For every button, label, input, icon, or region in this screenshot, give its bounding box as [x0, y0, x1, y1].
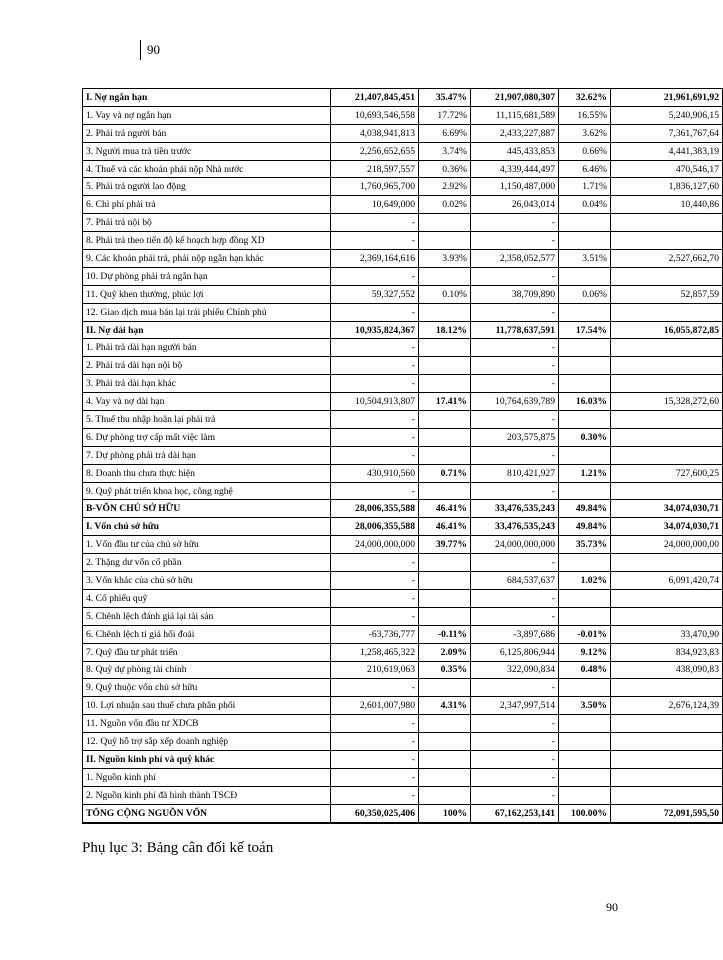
table-row: [83, 375, 723, 393]
percent-col-2: [559, 357, 611, 375]
percent-col-1: [419, 786, 471, 804]
percent-col-1: 39.77%: [419, 536, 471, 554]
value-col-3: [611, 768, 723, 786]
percent-col-1: -0.11%: [419, 625, 471, 643]
page-header-number: 90: [140, 40, 160, 60]
percent-col-2: 1.02%: [559, 572, 611, 590]
percent-col-1: 46.41%: [419, 518, 471, 536]
percent-col-2: 0.04%: [559, 196, 611, 214]
percent-col-2: 3.51%: [559, 250, 611, 268]
value-col-2: 2,433,227,887: [471, 124, 559, 142]
row-label: 7. Quỹ đầu tư phát triển: [83, 643, 331, 661]
value-col-1: 210,619,063: [331, 661, 419, 679]
table-row: [83, 715, 723, 733]
percent-col-1: [419, 339, 471, 357]
value-col-2: 2,358,052,577: [471, 250, 559, 268]
value-col-1: -: [331, 750, 419, 768]
table-row: [83, 196, 723, 214]
value-col-3: [611, 679, 723, 697]
percent-col-2: [559, 446, 611, 464]
percent-col-1: 3.93%: [419, 250, 471, 268]
row-label: 10. Dự phòng phải trả ngắn hạn: [83, 267, 331, 285]
percent-col-2: 100.00%: [559, 804, 611, 822]
table-row: [83, 89, 723, 107]
percent-col-1: 4.31%: [419, 697, 471, 715]
table-row: [83, 142, 723, 160]
value-col-3: 2,676,124,39: [611, 697, 723, 715]
table-row: [83, 804, 723, 822]
table-row: [83, 589, 723, 607]
table-row: [83, 607, 723, 625]
table-row: [83, 643, 723, 661]
row-label: 10. Lợi nhuận sau thuế chưa phân phối: [83, 697, 331, 715]
value-col-2: 6,125,806,944: [471, 643, 559, 661]
percent-col-1: [419, 303, 471, 321]
value-col-1: 430,910,560: [331, 464, 419, 482]
value-col-1: -: [331, 572, 419, 590]
row-label: 4. Cổ phiếu quỹ: [83, 589, 331, 607]
percent-col-2: [559, 375, 611, 393]
row-label: 9. Quỹ thuộc vốn chủ sở hữu: [83, 679, 331, 697]
percent-col-2: [559, 768, 611, 786]
value-col-3: 34,074,030,71: [611, 518, 723, 536]
value-col-2: -: [471, 267, 559, 285]
row-label: 6. Chênh lệch tỉ giá hối đoái: [83, 625, 331, 643]
value-col-1: 28,006,355,588: [331, 500, 419, 518]
value-col-3: [611, 733, 723, 751]
value-col-1: 2,369,164,616: [331, 250, 419, 268]
percent-col-2: [559, 750, 611, 768]
table-row: [83, 178, 723, 196]
value-col-2: -: [471, 786, 559, 804]
table-row: [83, 285, 723, 303]
percent-col-2: 9.12%: [559, 643, 611, 661]
value-col-2: -: [471, 554, 559, 572]
table-row: [83, 232, 723, 250]
row-label: 4. Vay và nợ dài hạn: [83, 393, 331, 411]
percent-col-1: 2.92%: [419, 178, 471, 196]
table-row: [83, 750, 723, 768]
value-col-2: 38,709,890: [471, 285, 559, 303]
value-col-3: [611, 375, 723, 393]
value-col-2: -: [471, 750, 559, 768]
percent-col-1: [419, 411, 471, 429]
value-col-2: 11,115,681,589: [471, 106, 559, 124]
percent-col-2: 17.54%: [559, 321, 611, 339]
value-col-2: -: [471, 715, 559, 733]
value-col-3: [611, 715, 723, 733]
value-col-3: [611, 607, 723, 625]
value-col-2: -: [471, 768, 559, 786]
value-col-1: 10,935,824,367: [331, 321, 419, 339]
percent-col-2: 0.48%: [559, 661, 611, 679]
percent-col-2: 0.06%: [559, 285, 611, 303]
percent-col-2: [559, 232, 611, 250]
percent-col-1: 17.41%: [419, 393, 471, 411]
value-col-2: -: [471, 733, 559, 751]
percent-col-2: [559, 679, 611, 697]
percent-col-2: 1.71%: [559, 178, 611, 196]
value-col-2: -: [471, 375, 559, 393]
value-col-3: [611, 214, 723, 232]
percent-col-1: 0.10%: [419, 285, 471, 303]
value-col-3: 15,328,272,60: [611, 393, 723, 411]
value-col-2: 33,476,535,243: [471, 518, 559, 536]
row-label: 7. Phải trả nội bộ: [83, 214, 331, 232]
percent-col-2: [559, 482, 611, 500]
table-row: [83, 106, 723, 124]
percent-col-1: [419, 554, 471, 572]
percent-col-1: 0.35%: [419, 661, 471, 679]
value-col-1: 1,760,965,700: [331, 178, 419, 196]
percent-col-2: 1.21%: [559, 464, 611, 482]
percent-col-1: 6.69%: [419, 124, 471, 142]
value-col-2: 810,421,927: [471, 464, 559, 482]
percent-col-2: [559, 715, 611, 733]
percent-col-2: 16.03%: [559, 393, 611, 411]
value-col-3: [611, 232, 723, 250]
row-label: 11. Nguồn vốn đầu tư XDCB: [83, 715, 331, 733]
row-label: 11. Quỹ khen thưởng, phúc lợi: [83, 285, 331, 303]
value-col-2: 684,537,637: [471, 572, 559, 590]
value-col-1: -: [331, 733, 419, 751]
value-col-1: 10,504,913,807: [331, 393, 419, 411]
row-label: I. Vốn chủ sở hữu: [83, 518, 331, 536]
value-col-1: 2,601,007,980: [331, 697, 419, 715]
value-col-2: 21,907,080,307: [471, 89, 559, 107]
percent-col-1: 18.12%: [419, 321, 471, 339]
value-col-1: 60,350,025,406: [331, 804, 419, 822]
percent-col-1: [419, 232, 471, 250]
row-label: 2. Phải trả người bán: [83, 124, 331, 142]
value-col-3: 21,961,691,92: [611, 89, 723, 107]
value-col-2: 67,162,253,141: [471, 804, 559, 822]
row-label: 3. Vốn khác của chủ sở hữu: [83, 572, 331, 590]
row-label: TỔNG CỘNG NGUỒN VỐN: [83, 804, 331, 822]
value-col-3: 34,074,030,71: [611, 500, 723, 518]
row-label: I. Nợ ngắn hạn: [83, 89, 331, 107]
table-row: [83, 554, 723, 572]
value-col-2: -: [471, 482, 559, 500]
value-col-3: 4,441,383,19: [611, 142, 723, 160]
percent-col-2: -0.01%: [559, 625, 611, 643]
percent-col-1: 2.09%: [419, 643, 471, 661]
value-col-3: [611, 339, 723, 357]
percent-col-1: 35.47%: [419, 89, 471, 107]
table-row: [83, 786, 723, 804]
row-label: 2. Nguồn kinh phí đã hình thành TSCĐ: [83, 786, 331, 804]
value-col-2: 1,150,487,000: [471, 178, 559, 196]
percent-col-2: 32.62%: [559, 89, 611, 107]
row-label: 5. Thuế thu nhập hoãn lại phải trả: [83, 411, 331, 429]
percent-col-1: [419, 589, 471, 607]
value-col-3: 727,600,25: [611, 464, 723, 482]
table-row: [83, 321, 723, 339]
page-footer-number: 90: [606, 900, 618, 914]
percent-col-1: [419, 357, 471, 375]
percent-col-2: 3.62%: [559, 124, 611, 142]
percent-col-1: 3.74%: [419, 142, 471, 160]
row-label: 3. Người mua trả tiền trước: [83, 142, 331, 160]
percent-col-2: [559, 411, 611, 429]
value-col-3: 6,091,420,74: [611, 572, 723, 590]
percent-col-2: [559, 303, 611, 321]
value-col-3: 438,090,83: [611, 661, 723, 679]
value-col-2: -3,897,686: [471, 625, 559, 643]
percent-col-2: 49.84%: [559, 500, 611, 518]
value-col-2: -: [471, 589, 559, 607]
percent-col-1: [419, 768, 471, 786]
value-col-1: 24,000,000,000: [331, 536, 419, 554]
row-label: 6. Chi phí phải trả: [83, 196, 331, 214]
value-col-3: [611, 428, 723, 446]
percent-col-1: [419, 679, 471, 697]
value-col-2: 24,000,000,000: [471, 536, 559, 554]
percent-col-1: 17.72%: [419, 106, 471, 124]
value-col-1: 4,038,941,813: [331, 124, 419, 142]
balance-sheet-table-wrapper: [82, 88, 719, 824]
value-col-1: -: [331, 768, 419, 786]
percent-col-1: 46.41%: [419, 500, 471, 518]
row-label: 8. Quỹ dự phòng tài chính: [83, 661, 331, 679]
value-col-1: 21,407,845,451: [331, 89, 419, 107]
percent-col-1: 100%: [419, 804, 471, 822]
value-col-3: 16,055,872,85: [611, 321, 723, 339]
percent-col-1: [419, 733, 471, 751]
row-label: 3. Phải trả dài hạn khác: [83, 375, 331, 393]
percent-col-2: [559, 589, 611, 607]
value-col-1: -: [331, 482, 419, 500]
table-row: [83, 267, 723, 285]
value-col-1: -: [331, 607, 419, 625]
row-label: B-VỐN CHỦ SỞ HỮU: [83, 500, 331, 518]
value-col-1: -: [331, 303, 419, 321]
value-col-2: -: [471, 232, 559, 250]
value-col-1: 59,327,552: [331, 285, 419, 303]
value-col-2: 445,433,853: [471, 142, 559, 160]
value-col-3: [611, 411, 723, 429]
value-col-3: 72,091,595,50: [611, 804, 723, 822]
table-row: [83, 768, 723, 786]
table-row: [83, 536, 723, 554]
value-col-3: 24,000,000,00: [611, 536, 723, 554]
percent-col-2: [559, 267, 611, 285]
value-col-1: 1,258,465,322: [331, 643, 419, 661]
percent-col-2: 49.84%: [559, 518, 611, 536]
row-label: 9. Các khoản phải trả, phải nộp ngắn hạn khác: [83, 250, 331, 268]
table-row: [83, 661, 723, 679]
row-label: 2. Phải trả dài hạn nội bộ: [83, 357, 331, 375]
table-row: [83, 411, 723, 429]
percent-col-2: 0.66%: [559, 142, 611, 160]
percent-col-1: [419, 428, 471, 446]
row-label: 12. Quỹ hỗ trợ sắp xếp doanh nghiệp: [83, 733, 331, 751]
row-label: 1. Nguồn kinh phí: [83, 768, 331, 786]
table-row: [83, 428, 723, 446]
percent-col-1: [419, 446, 471, 464]
value-col-1: -: [331, 214, 419, 232]
value-col-2: 26,043,014: [471, 196, 559, 214]
table-row: [83, 625, 723, 643]
table-row: [83, 733, 723, 751]
percent-col-2: [559, 339, 611, 357]
value-col-2: 11,778,637,591: [471, 321, 559, 339]
row-label: 5. Phải trả người lao động: [83, 178, 331, 196]
table-row: [83, 357, 723, 375]
row-label: 8. Doanh thu chưa thực hiện: [83, 464, 331, 482]
table-row: [83, 124, 723, 142]
value-col-2: 2,347,997,514: [471, 697, 559, 715]
value-col-1: -: [331, 267, 419, 285]
table-row: [83, 464, 723, 482]
percent-col-1: [419, 572, 471, 590]
value-col-3: [611, 482, 723, 500]
value-col-1: -: [331, 339, 419, 357]
value-col-2: 10,764,639,789: [471, 393, 559, 411]
table-row: [83, 446, 723, 464]
value-col-2: -: [471, 679, 559, 697]
row-label: 1. Vay và nợ ngắn hạn: [83, 106, 331, 124]
value-col-1: -: [331, 232, 419, 250]
row-label: 4. Thuế và các khoản phải nộp Nhà nước: [83, 160, 331, 178]
table-row: [83, 697, 723, 715]
value-col-2: 203,575,875: [471, 428, 559, 446]
value-col-2: -: [471, 339, 559, 357]
percent-col-1: [419, 482, 471, 500]
percent-col-1: [419, 214, 471, 232]
value-col-2: -: [471, 446, 559, 464]
appendix-caption: Phụ lục 3: Bảng cân đối kế toán: [82, 840, 274, 856]
table-row: [83, 250, 723, 268]
percent-col-2: 6.46%: [559, 160, 611, 178]
value-col-2: 33,476,535,243: [471, 500, 559, 518]
value-col-1: -: [331, 786, 419, 804]
value-col-1: -: [331, 357, 419, 375]
value-col-3: [611, 786, 723, 804]
value-col-3: 1,836,127,60: [611, 178, 723, 196]
row-label: 1. Phải trả dài hạn người bán: [83, 339, 331, 357]
value-col-2: -: [471, 607, 559, 625]
percent-col-2: 35.73%: [559, 536, 611, 554]
percent-col-1: 0.71%: [419, 464, 471, 482]
value-col-2: -: [471, 214, 559, 232]
value-col-3: 5,240,906,15: [611, 106, 723, 124]
table-row: [83, 339, 723, 357]
row-label: 5. Chênh lệch đánh giá lại tài sản: [83, 607, 331, 625]
percent-col-2: [559, 214, 611, 232]
value-col-2: -: [471, 357, 559, 375]
value-col-1: -: [331, 679, 419, 697]
percent-col-2: 3.50%: [559, 697, 611, 715]
value-col-2: 4,339,444,497: [471, 160, 559, 178]
value-col-1: 10,693,546,558: [331, 106, 419, 124]
value-col-1: -: [331, 411, 419, 429]
value-col-1: -: [331, 715, 419, 733]
value-col-3: 2,527,662,70: [611, 250, 723, 268]
percent-col-1: 0.36%: [419, 160, 471, 178]
table-row: [83, 160, 723, 178]
value-col-2: 322,090,834: [471, 661, 559, 679]
value-col-3: [611, 267, 723, 285]
row-label: 6. Dự phòng trợ cấp mất việc làm: [83, 428, 331, 446]
row-label: II. Nguồn kinh phí và quỹ khác: [83, 750, 331, 768]
row-label: 9. Quỹ phát triển khoa học, công nghệ: [83, 482, 331, 500]
row-label: 2. Thặng dư vốn cổ phần: [83, 554, 331, 572]
percent-col-1: [419, 750, 471, 768]
value-col-3: 52,857,59: [611, 285, 723, 303]
percent-col-1: [419, 267, 471, 285]
value-col-1: -: [331, 589, 419, 607]
row-label: 12. Giao dịch mua bán lại trái phiếu Chính phủ: [83, 303, 331, 321]
value-col-3: [611, 554, 723, 572]
table-row: [83, 679, 723, 697]
row-label: 7. Dự phòng phải trả dài hạn: [83, 446, 331, 464]
value-col-3: 7,361,767,64: [611, 124, 723, 142]
table-row: [83, 303, 723, 321]
value-col-3: [611, 303, 723, 321]
row-label: 1. Vốn đầu tư của chủ sở hữu: [83, 536, 331, 554]
value-col-1: 10,649,000: [331, 196, 419, 214]
value-col-1: 28,006,355,588: [331, 518, 419, 536]
table-row: [83, 500, 723, 518]
value-col-3: 33,470,90: [611, 625, 723, 643]
value-col-3: [611, 446, 723, 464]
row-label: 8. Phải trả theo tiến độ kế hoạch hợp đồng XD: [83, 232, 331, 250]
value-col-3: [611, 357, 723, 375]
value-col-3: [611, 750, 723, 768]
value-col-1: 218,597,557: [331, 160, 419, 178]
value-col-2: -: [471, 303, 559, 321]
table-row: [83, 214, 723, 232]
percent-col-2: 0.30%: [559, 428, 611, 446]
table-row: [83, 393, 723, 411]
value-col-1: -: [331, 375, 419, 393]
table-row: [83, 518, 723, 536]
value-col-1: -63,736,777: [331, 625, 419, 643]
value-col-1: 2,256,652,655: [331, 142, 419, 160]
percent-col-1: 0.02%: [419, 196, 471, 214]
value-col-1: -: [331, 446, 419, 464]
percent-col-1: [419, 607, 471, 625]
row-label: II. Nợ dài hạn: [83, 321, 331, 339]
table-row: [83, 572, 723, 590]
value-col-3: 10,440,86: [611, 196, 723, 214]
value-col-2: -: [471, 411, 559, 429]
table-row: [83, 482, 723, 500]
percent-col-1: [419, 715, 471, 733]
percent-col-2: [559, 554, 611, 572]
value-col-1: -: [331, 428, 419, 446]
percent-col-2: [559, 786, 611, 804]
percent-col-2: 16.55%: [559, 106, 611, 124]
percent-col-1: [419, 375, 471, 393]
value-col-3: [611, 589, 723, 607]
percent-col-2: [559, 733, 611, 751]
value-col-3: 834,923,83: [611, 643, 723, 661]
value-col-3: 470,546,17: [611, 160, 723, 178]
percent-col-2: [559, 607, 611, 625]
value-col-1: -: [331, 554, 419, 572]
balance-sheet-table: [82, 88, 723, 824]
